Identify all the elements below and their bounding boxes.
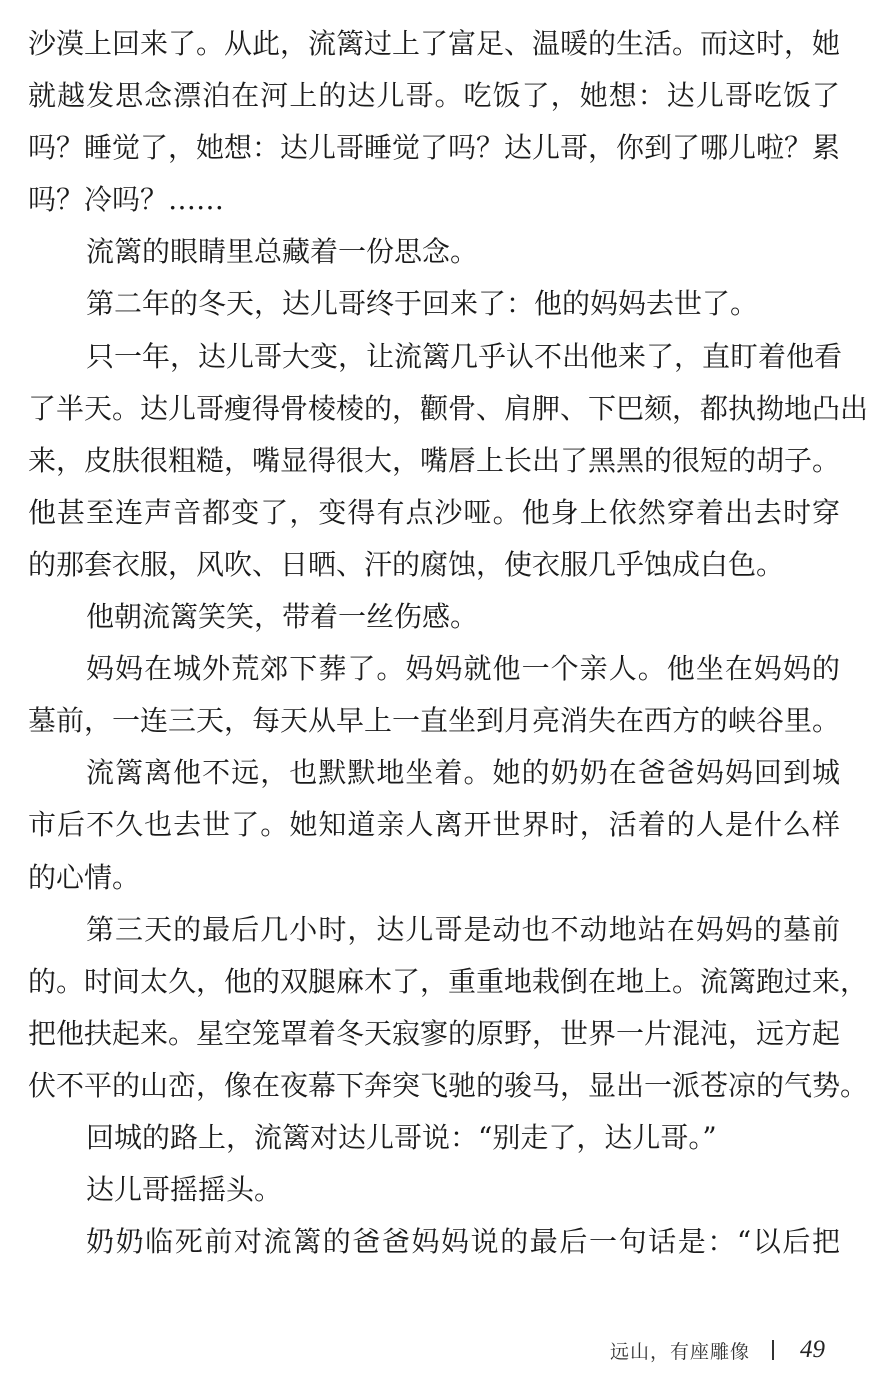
text-line: 的。时间太久，他的双腿麻木了，重重地栽倒在地上。流篱跑过来， <box>28 964 869 998</box>
page-body <box>28 22 869 1272</box>
text-line: 来，皮肤很粗糙，嘴显得很大，嘴唇上长出了黑黑的很短的胡子。 <box>28 443 841 477</box>
text-line: 只一年，达儿哥大变，让流篱几乎认不出他来了，直盯着他看 <box>86 339 843 373</box>
text-line: 他朝流篱笑笑，带着一丝伤感。 <box>86 600 479 634</box>
page-number: 49 <box>800 1336 826 1363</box>
text-line: 墓前，一连三天，每天从早上一直坐到月亮消失在西方的峡谷里。 <box>28 704 841 738</box>
page-footer <box>610 1335 825 1365</box>
running-title: 远山，有座雕像 <box>610 1340 751 1363</box>
text-line: 吗？睡觉了，她想：达儿哥睡觉了吗？达儿哥，你到了哪儿啦？累 <box>28 131 841 165</box>
text-line: 的那套衣服，风吹、日晒、汗的腐蚀，使衣服几乎蚀成白色。 <box>28 547 785 581</box>
text-line: 市后不久也去世了。她知道亲人离开世界时，活着的人是什么样 <box>28 808 840 842</box>
text-line: 吗？冷吗？…… <box>28 183 225 217</box>
footer-divider <box>772 1340 774 1360</box>
text-line: 妈妈在城外荒郊下葬了。妈妈就他一个亲人。他坐在妈妈的 <box>86 652 840 686</box>
text-line: 他甚至连声音都变了，变得有点沙哑。他身上依然穿着出去时穿 <box>28 495 840 529</box>
text-line: 流篱离他不远，也默默地坐着。她的奶奶在爸爸妈妈回到城 <box>86 756 840 790</box>
text-line: 第三天的最后几小时，达儿哥是动也不动地站在妈妈的墓前 <box>86 912 840 946</box>
text-line: 达儿哥摇摇头。 <box>86 1173 283 1207</box>
text-line: 就越发思念漂泊在河上的达儿哥。吃饭了，她想：达儿哥吃饭了 <box>28 79 840 113</box>
text-line: 伏不平的山峦，像在夜幕下奔突飞驰的骏马，显出一派苍凉的气势。 <box>28 1068 869 1102</box>
text-line: 沙漠上回来了。从此，流篱过上了富足、温暖的生活。而这时，她 <box>28 27 841 60</box>
text-line: 了半天。达儿哥瘦得骨棱棱的，颧骨、肩胛、下巴颏，都执拗地凸出 <box>28 391 869 425</box>
text-line: 流篱的眼睛里总藏着一份思念。 <box>86 235 479 269</box>
text-line: 把他扶起来。星空笼罩着冬天寂寥的原野，世界一片混沌，远方起 <box>28 1016 841 1050</box>
text-line: 奶奶临死前对流篱的爸爸妈妈说的最后一句话是：“以后把 <box>86 1225 840 1259</box>
text-line: 第二年的冬天，达儿哥终于回来了：他的妈妈去世了。 <box>86 287 759 321</box>
text-line: 的心情。 <box>28 860 141 894</box>
text-line: 回城的路上，流篱对达儿哥说：“别走了，达儿哥。” <box>86 1120 717 1154</box>
